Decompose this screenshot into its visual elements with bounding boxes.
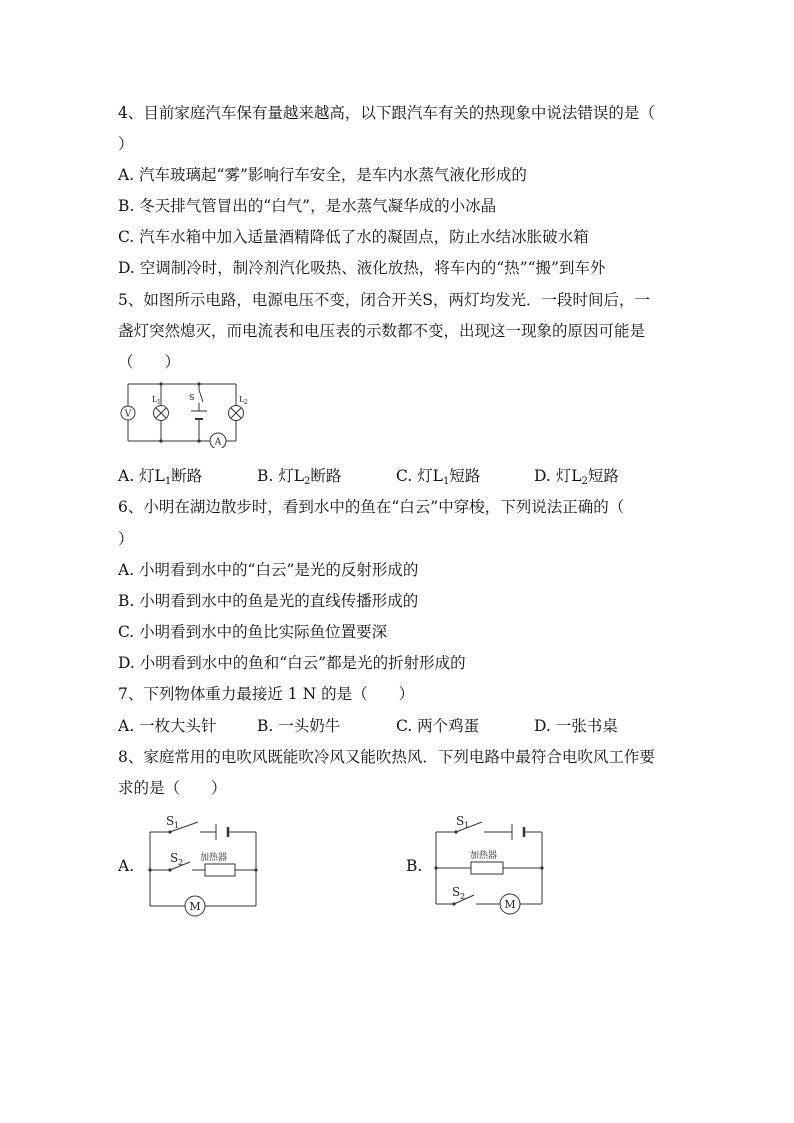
- q5-stem-line1: 5、如图所示电路，电源电压不变，闭合开关S，两灯均发光．一段时间后，一: [118, 291, 650, 309]
- junction-dot: [254, 868, 257, 871]
- s1-label: S: [166, 814, 175, 828]
- q5-lamp1-label: L: [152, 395, 158, 404]
- q5-stem-line3: （ ）: [118, 353, 181, 371]
- q6-option-d: D. 小明看到水中的鱼和“白云”都是光的折射形成的: [118, 654, 466, 672]
- q6-stem-line1: 6、小明在湖边散步时，看到水中的鱼在“白云”中穿梭，下列说法正确的（: [118, 498, 625, 516]
- s2-sub: 2: [460, 892, 466, 901]
- q8-diagram-b: [426, 808, 556, 923]
- junction-dot: [434, 866, 437, 869]
- q4-option-d: D. 空调制冷时，制冷剂汽化吸热、液化放热，将车内的“热”“搬”到车外: [118, 259, 606, 277]
- q5-junction: [159, 382, 162, 385]
- q5-option-a: A. 灯$L_1$断路: [118, 467, 203, 487]
- q5-junction: [197, 439, 200, 442]
- q8-stem-line2: 求的是（ ）: [118, 779, 227, 797]
- s2-sub: 2: [178, 858, 184, 867]
- q5-lamp2-sub: 2: [244, 399, 248, 406]
- q8-diagram-b-label: B.: [406, 857, 423, 875]
- q4-option-a: A. 汽车玻璃起“雾”影响行车安全，是车内水蒸气液化形成的: [118, 166, 527, 184]
- q5-stem-line2: 盏灯突然熄灭，而电流表和电压表的示数都不变，出现这一现象的原因可能是: [118, 322, 646, 340]
- s1-sub: 1: [464, 821, 470, 830]
- q7-option-d: D. 一张书桌: [534, 717, 618, 735]
- q5-junction: [159, 439, 162, 442]
- switch-pivot: [454, 830, 457, 833]
- q5-ammeter-label: A: [214, 437, 222, 448]
- q6-option-c: C. 小明看到水中的鱼比实际鱼位置要深: [118, 623, 388, 641]
- q8-stem-line1: 8、家庭常用的电吹风既能吹冷风又能吹热风．下列电路中最符合电吹风工作要: [118, 748, 655, 766]
- q6-option-a: A. 小明看到水中的“白云”是光的反射形成的: [118, 561, 419, 579]
- q4-option-b: B. 冬天排气管冒出的“白气”，是水蒸气凝华成的小冰晶: [118, 197, 497, 215]
- q5-lamp1-sub: 1: [157, 399, 161, 406]
- q5-switch-label: S: [189, 393, 195, 402]
- junction-dot: [148, 868, 151, 871]
- q5-lamp2-label: L: [239, 395, 245, 404]
- s2-label: S: [170, 851, 179, 865]
- q5-circuit-diagram: [118, 380, 260, 448]
- q5-option-b: B. 灯$L_2$断路: [257, 467, 342, 487]
- q4-stem-line1: 4、目前家庭汽车保有量越来越高，以下跟汽车有关的热现象中说法错误的是（: [118, 104, 655, 122]
- motor-label: M: [189, 900, 201, 913]
- q4-option-c: C. 汽车水箱中加入适量酒精降低了水的凝固点，防止水结冰胀破水箱: [118, 228, 589, 246]
- switch-pivot: [168, 868, 171, 871]
- junction-dot: [540, 866, 543, 869]
- motor-label: M: [504, 898, 516, 911]
- q8-diagram-a-label: A.: [118, 857, 135, 875]
- q7-option-b: B. 一头奶牛: [257, 717, 341, 735]
- s1-label: S: [456, 814, 465, 828]
- q7-option-a: A. 一枚大头针: [118, 717, 217, 735]
- q4-stem-line2: ）: [118, 135, 134, 153]
- q5-option-c: C. 灯$L_1$短路: [396, 467, 481, 487]
- q5-voltmeter-label: V: [124, 409, 132, 420]
- heater-label: 加热器: [470, 851, 498, 861]
- s2-label: S: [452, 885, 461, 899]
- q8-diagram-a: [140, 808, 270, 923]
- q5-option-d: D. 灯$L_2$短路: [534, 467, 619, 487]
- switch-pivot: [452, 902, 455, 905]
- q5-junction: [197, 382, 200, 385]
- q6-stem-line2: ）: [118, 530, 134, 548]
- s1-sub: 1: [174, 821, 180, 830]
- q7-option-c: C. 两个鸡蛋: [396, 717, 480, 735]
- switch-pivot: [168, 830, 171, 833]
- q7-stem: 7、下列物体重力最接近 1 N 的是（ ）: [118, 685, 415, 703]
- heater-label: 加热器: [200, 853, 228, 863]
- q6-option-b: B. 小明看到水中的鱼是光的直线传播形成的: [118, 592, 419, 610]
